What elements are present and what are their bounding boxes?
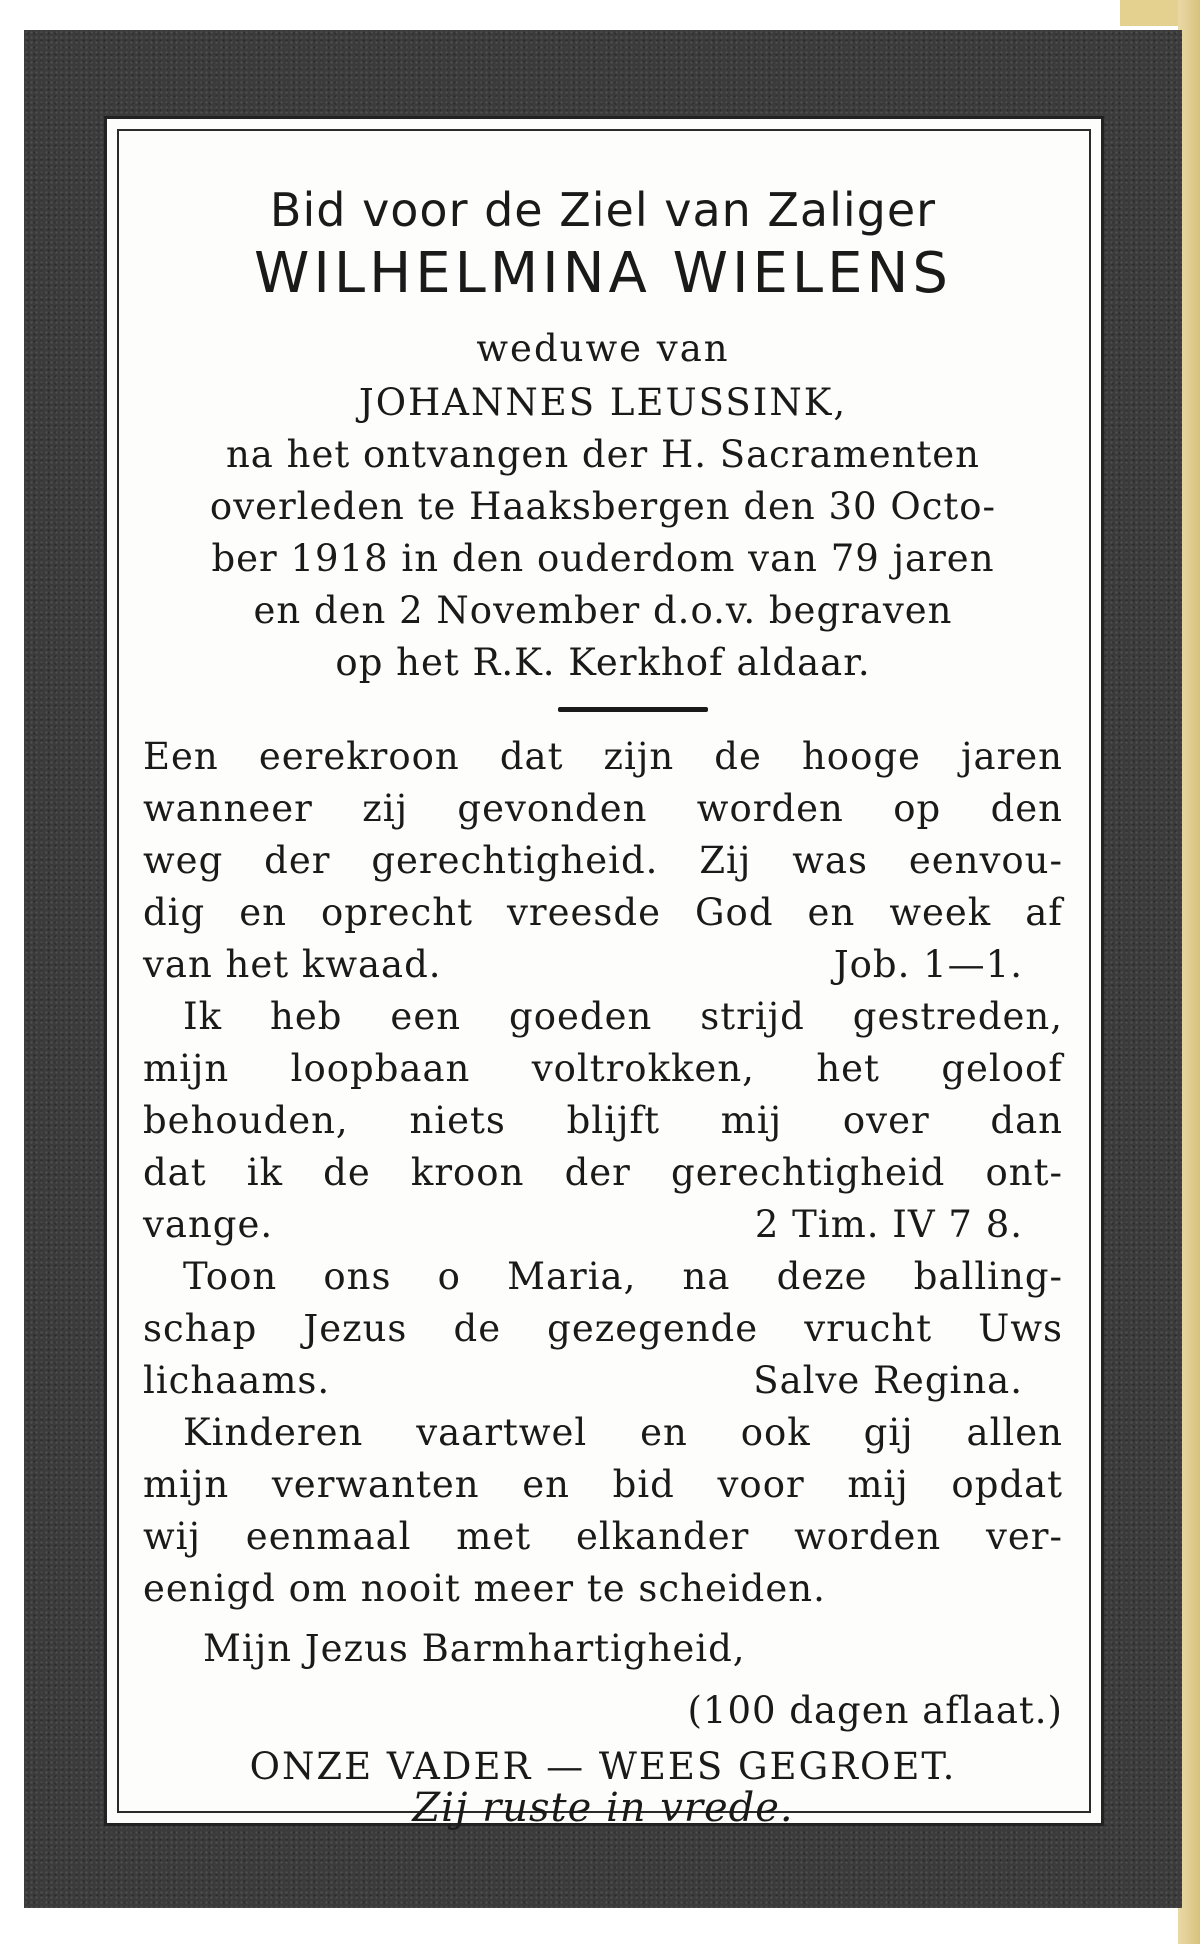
verse-line: Toon ons o Maria, na deze balling-: [183, 1255, 1063, 1298]
verse-line: dat ik de kroon der gerechtigheid ont-: [143, 1151, 1063, 1194]
section-divider: [558, 707, 708, 712]
verse-line: mijn verwanten en bid voor mij opdat: [143, 1463, 1063, 1506]
verse-line: eenigd om nooit meer te scheiden.: [143, 1567, 826, 1610]
verse-line: wij eenmaal met elkander worden ver-: [143, 1515, 1063, 1558]
invocation: Bid voor de Ziel van Zaliger: [269, 183, 937, 237]
death-line: overleden te Haaksbergen den 30 Octo-: [209, 485, 997, 528]
verse-line: Een eerekroon dat zijn de hooge jaren: [143, 735, 1063, 778]
scripture-reference: Job. 1—1.: [833, 943, 1023, 986]
memorial-card-border: [24, 30, 1182, 1908]
verse-line: vange.: [143, 1203, 274, 1246]
closing-line: Zij ruste in vrede.: [412, 1785, 794, 1831]
death-line: na het ontvangen der H. Sacramenten: [225, 433, 981, 476]
deceased-name: WILHELMINA WIELENS: [254, 241, 952, 306]
death-line: ber 1918 in den ouderdom van 79 jaren: [211, 537, 995, 580]
death-line: op het R.K. Kerkhof aldaar.: [335, 641, 871, 684]
spouse-name: JOHANNES LEUSSINK,: [358, 381, 848, 424]
verse-line: schap Jezus de gezegende vrucht Uws: [143, 1307, 1063, 1350]
verse-line: van het kwaad.: [143, 943, 442, 986]
death-line: en den 2 November d.o.v. begraven: [253, 589, 953, 632]
indulgence-note: (100 dagen aflaat.): [687, 1689, 1063, 1732]
verse-line: lichaams.: [143, 1359, 331, 1402]
verse-line: Ik heb een goeden strijd gestreden,: [183, 995, 1063, 1038]
prayers-line: ONZE VADER — WEES GEGROET.: [249, 1745, 957, 1788]
verse-line-with-reference: [143, 1203, 1063, 1246]
verse-line: weg der gerechtigheid. Zij was eenvou-: [143, 839, 1063, 882]
prayer-reference: Salve Regina.: [753, 1359, 1023, 1402]
memorial-card-panel: [104, 116, 1104, 1831]
verse-line: Kinderen vaartwel en ook gij allen: [183, 1411, 1063, 1454]
verse-line: mijn loopbaan voltrokken, het geloof: [143, 1047, 1063, 1090]
verse-line: dig en oprecht vreesde God en week af: [143, 891, 1063, 934]
verse-line-with-reference: [143, 943, 1063, 986]
verse-line: wanneer zij gevonden worden op den: [143, 787, 1063, 830]
short-prayer: Mijn Jezus Barmhartigheid,: [203, 1627, 746, 1670]
verse-line-with-reference: [143, 1359, 1063, 1402]
verse-line: behouden, niets blijft mij over dan: [143, 1099, 1063, 1142]
relation: weduwe van: [476, 327, 730, 370]
scripture-reference: 2 Tim. IV 7 8.: [754, 1203, 1023, 1246]
